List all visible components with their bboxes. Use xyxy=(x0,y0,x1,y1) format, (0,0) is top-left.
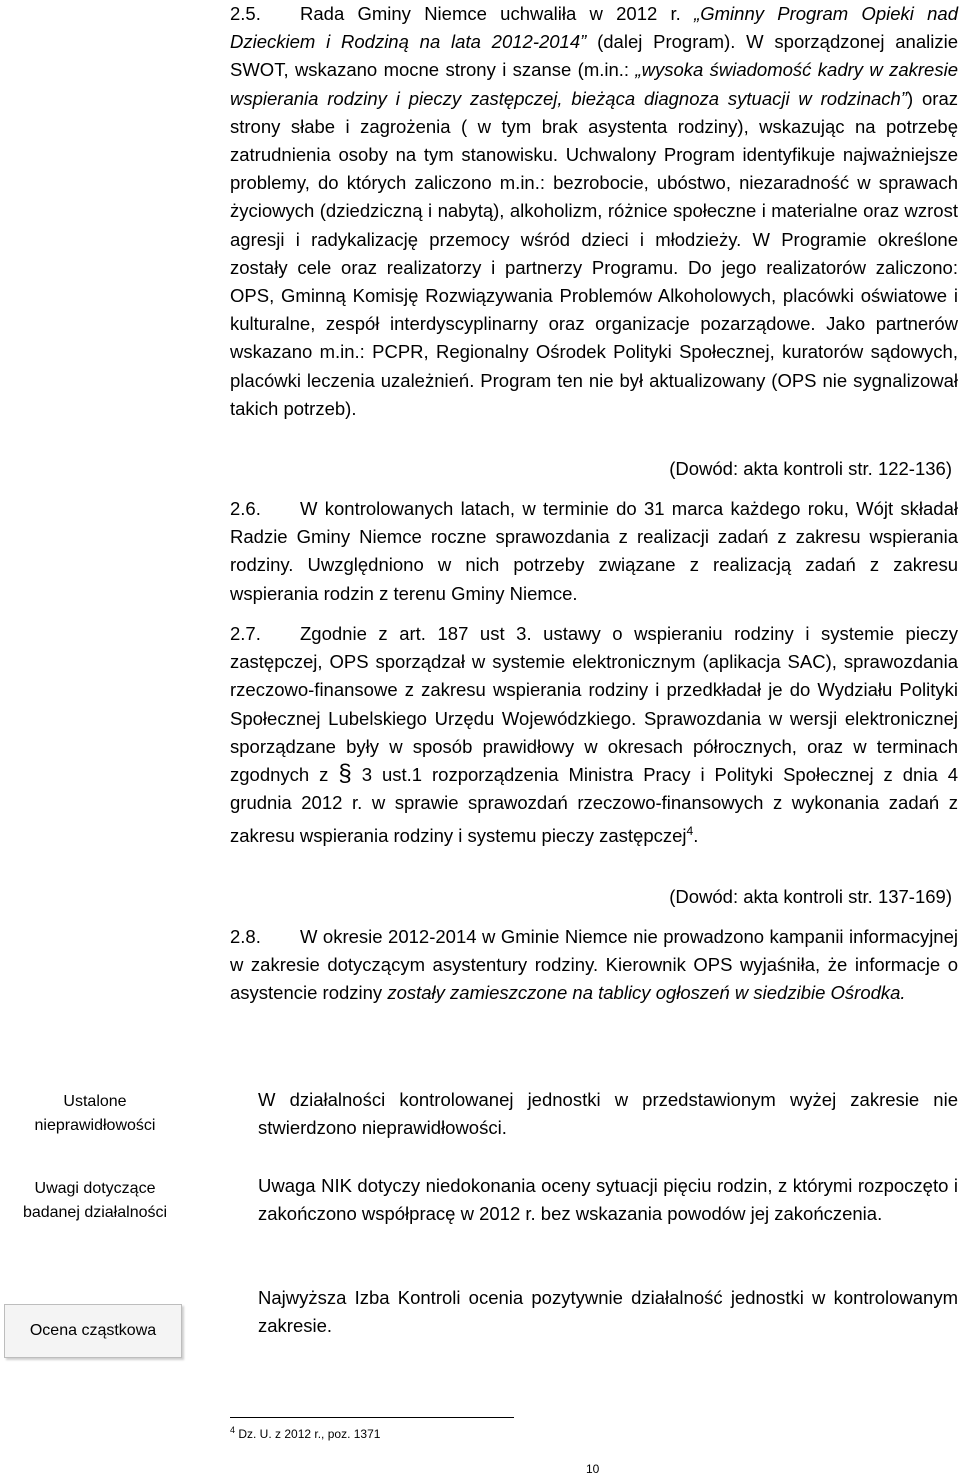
sidebar-label-assessment xyxy=(4,1304,182,1358)
footnote-number: 4 xyxy=(230,1425,236,1435)
section-number: 2.7. xyxy=(230,623,261,644)
sidebar-label-irregularities: Ustalone nieprawidłowości xyxy=(34,1093,156,1134)
section-sign: § xyxy=(338,760,352,788)
sidebar-label-text: Ocena cząstkowa xyxy=(29,1322,157,1339)
section-2-5 xyxy=(230,0,958,423)
assessment-text: Najwyższa Izba Kontroli ocenia pozytywnie działalność jednostki w kontrolowanym zakresie. xyxy=(258,1287,958,1337)
footnote-separator xyxy=(230,1417,514,1418)
evidence-note: (Dowód: akta kontroli str. 137-169) xyxy=(669,886,952,907)
remarks-text: Uwaga NIK dotyczy niedokonania oceny sytuacji pięciu rodzin, z którymi rozpoczęto i zakończono współpracę w 2012 r. bez wskazania powodów jej zakończenia. xyxy=(258,1175,958,1225)
footnote xyxy=(230,1425,380,1441)
section-2-8 xyxy=(230,923,958,1008)
section-2-6 xyxy=(230,495,958,608)
section-number: 2.5. xyxy=(230,3,261,24)
text-run: ) oraz strony słabe i zagrożenia ( w tym brak asystenta rodziny), wskazując na potrzebę zatrudnienia osoby na tym stanowisku. Uchwalony Program identyfikuje najważniejsze problemy, do których zaliczono m.in.: bezrobocie, ubóstwo, niezaradność w sprawach życiowych (dziedziczną i nabytą), alkoholizm, różnice społeczne i materialne oraz wzrost agresji i radykalizację przemocy wśród dzieci i młodzieży. W Programie określone zostały cele oraz realizatorzy i partnerzy Programu. Do jego realizatorów zaliczono: OPS, Gminną Komisję Rozwiązywania Problemów Alkoholowych, placówki oświatowe i kulturalne, zespół interdyscyplinarny oraz organizacje pozarządowe. Jako partnerów wskazano m.in.: PCPR, Regionalny Ośrodek Polityki Społecznej, kuratorów sądowych, placówki leczenia uzależnień. Program ten nie był aktualizowany (OPS nie sygnalizował takich potrzeb). xyxy=(230,87,958,419)
section-2-7 xyxy=(230,620,958,851)
text-run: Rada Gminy Niemce uchwaliła w 2012 r. xyxy=(300,3,695,24)
text-run: Zgodnie z art. 187 ust 3. ustawy o wspieraniu rodziny i systemie pieczy zastępczej, OPS sporządzał w systemie elektronicznym (aplikacja SAC), sprawozdania rzeczowo-finansowe z zakresu wspierania rodziny i przedkładał je do Wydziału Polityki Społecznej Lubelskiego Urzędu Wojewódzkiego. Sprawozdania w wersji elektronicznej sporządzane były w sposób prawidłowy w okresach półrocznych, oraz w terminach zgodnych z xyxy=(230,623,958,786)
swot-quote: „wysoka świadomość kadry w zakresie wspierania rodziny i pieczy zastępczej, bieżąca diagnoza sytuacji w rodzinach” xyxy=(230,59,958,109)
program-title: „Gminny Program Opieki nad Dzieckiem i Rodziną na lata 2012-2014” xyxy=(230,3,958,53)
footnote-reference[interactable]: 4 xyxy=(686,824,694,839)
evidence-note: (Dowód: akta kontroli str. 122-136) xyxy=(669,458,952,479)
sidebar-label-remarks: Uwagi dotyczące badanej działalności xyxy=(22,1180,168,1221)
findings-text: W działalności kontrolowanej jednostki w przedstawionym wyżej zakresie nie stwierdzono nieprawidłowości. xyxy=(258,1089,958,1139)
italic-note: zostały zamieszczone na tablicy ogłoszeń w siedzibie Ośrodka. xyxy=(387,982,906,1004)
section-number: 2.8. xyxy=(230,926,261,947)
text-run: . xyxy=(693,825,699,847)
text-run: 3 ust.1 rozporządzenia Ministra Pracy i Polityki Społecznej z dnia 4 grudnia 2012 r. w sprawie sprawozdań rzeczowo-finansowych z wykonania zadań z zakresu wspierania rodziny i systemu pieczy zastępczej xyxy=(230,764,958,847)
footnote-text: Dz. U. z 2012 r., poz. 1371 xyxy=(235,1427,381,1441)
section-number: 2.6. xyxy=(230,498,261,519)
text-run: W okresie 2012-2014 w Gminie Niemce nie prowadzono kampanii informacyjnej w zakresie dotyczącym asystentury rodziny. Kierownik OPS wyjaśniła, że informacje o asystencie rodziny xyxy=(230,926,958,1004)
text-run: (dalej Program). W sporządzonej analizie SWOT, wskazano mocne strony i szanse (m.in.: xyxy=(230,31,958,81)
page-number: 10 xyxy=(586,1462,600,1476)
text-run: W kontrolowanych latach, w terminie do 31 marca każdego roku, Wójt składał Radzie Gminy Niemce roczne sprawozdania z realizacji zadań z zakresu wspierania rodziny. Uwzględniono w nich potrzeby związane z realizacją zadań z zakresu wspierania rodzin z terenu Gminy Niemce. xyxy=(230,498,958,604)
